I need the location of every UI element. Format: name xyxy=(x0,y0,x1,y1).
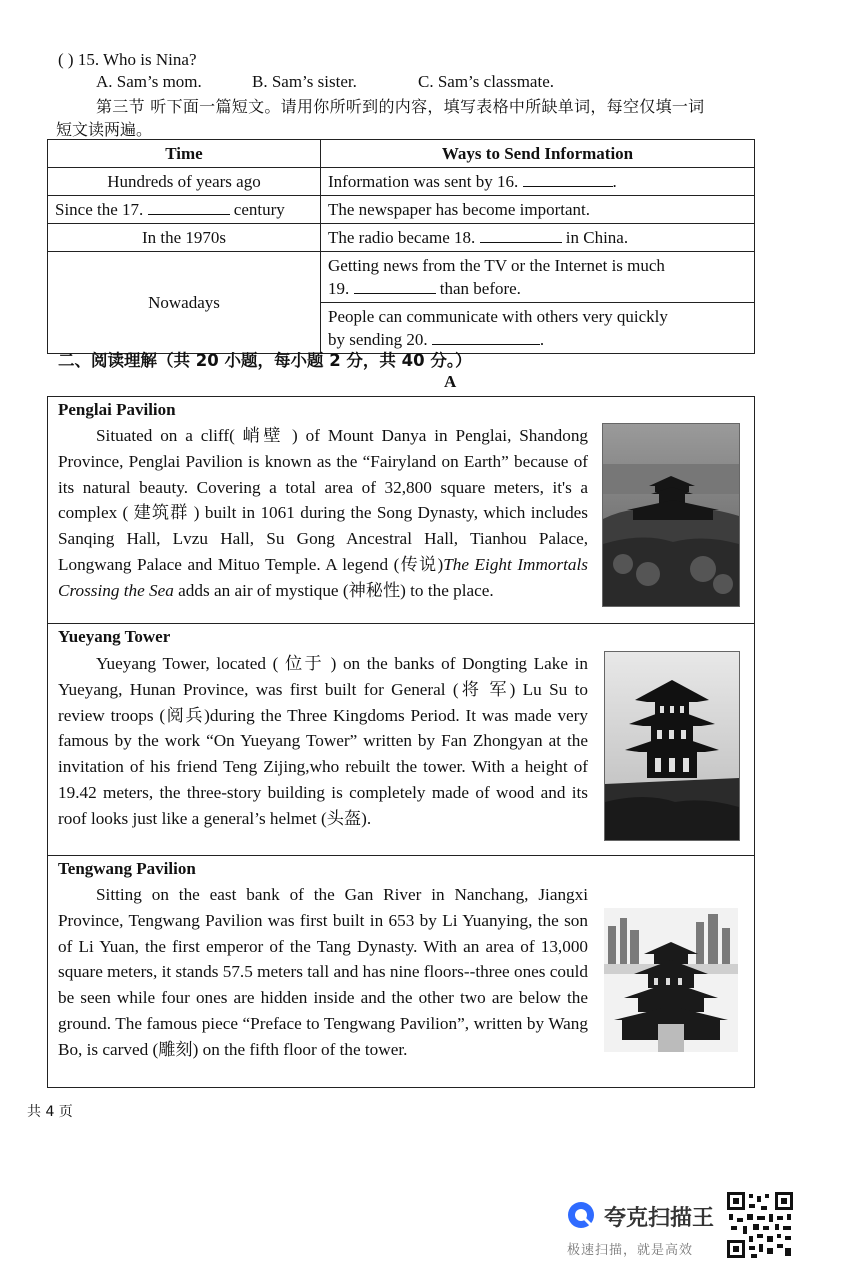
way-text: Information was sent by 16. xyxy=(328,172,519,191)
reading-passages-box xyxy=(47,396,755,1088)
time-text: Since the 17. xyxy=(55,200,144,219)
text-line: adds an air of mystique (神秘性) to the place. xyxy=(173,580,494,600)
passage-title: Yueyang Tower xyxy=(58,627,171,646)
passage-body xyxy=(58,423,588,604)
passage-yueyang xyxy=(48,624,754,856)
legend-title-cont: the Sea xyxy=(123,580,174,600)
time-cell: In the 1970s xyxy=(48,224,321,252)
way-cell xyxy=(321,303,755,354)
table-header-row xyxy=(48,140,755,168)
table-row xyxy=(48,196,755,224)
answer-blank-16[interactable] xyxy=(523,171,613,187)
text-line: Yueyang Tower, located ( 位于 ) on the banks of Dongting xyxy=(96,654,528,673)
text-line: 32,800 square meters, it's a complex ( 建筑群 ) built in 1061 xyxy=(58,477,588,523)
section3-instruction-cont: 短文读两遍。 xyxy=(56,120,153,139)
table-row xyxy=(48,224,755,252)
yueyang-tower-photo xyxy=(604,651,740,841)
text-line: during the Song Dynasty, which includes Sanqing Hall, Lvzu xyxy=(58,503,589,549)
text-line: Hall, Su Gong Ancestral Hall, Tianhou Palace, Longwang Palace xyxy=(58,529,588,574)
time-cell: Nowadays xyxy=(48,252,321,354)
table-header-time: Time xyxy=(48,140,321,168)
way-text-end: . xyxy=(612,172,617,191)
text-line: 军) Lu Su to review troops (阅兵)during the Three Kingdoms xyxy=(58,679,589,725)
question-15-option-b: B. Sam’s sister. xyxy=(252,72,357,91)
text-line: Lake in Yueyang, Hunan Province, was first built for General (将 xyxy=(58,654,589,699)
way-text: by sending 20. xyxy=(328,330,428,349)
answer-blank-18[interactable] xyxy=(480,227,562,243)
answer-blank-20[interactable] xyxy=(432,329,540,345)
way-text: Getting news from the TV or the Internet is much xyxy=(328,256,665,275)
way-text-end: in China. xyxy=(565,228,629,247)
question-15-option-a: A. Sam’s mom. xyxy=(96,72,202,91)
way-text-end: . xyxy=(539,330,545,349)
text-line: Shandong Province, Penglai Pavilion is known as the “Fairyland xyxy=(58,426,588,471)
penglai-pavilion-photo xyxy=(602,423,740,607)
way-cell xyxy=(321,168,755,196)
passage-title: Penglai Pavilion xyxy=(58,400,176,419)
text-line: the three-story building is completely made of wood and its roof xyxy=(58,782,588,828)
question-15-option-c: C. Sam’s classmate. xyxy=(418,72,554,91)
text-line: Jiangxi Province, Tengwang Pavilion was first built in 653 by Li xyxy=(58,885,589,930)
text-line: looks just like a general’s helmet (头盔). xyxy=(90,808,372,828)
passage-body xyxy=(58,882,588,1063)
text-line: meters tall and has nine floors--three ones could be seen while xyxy=(58,962,588,1008)
question-15-stem: ( ) 15. Who is Nina? xyxy=(58,50,197,69)
qr-code-icon xyxy=(727,1192,793,1258)
way-cell xyxy=(321,224,755,252)
way-cell: The newspaper has become important. xyxy=(321,196,755,224)
page-count: 共 4 页 xyxy=(27,1104,73,1120)
text-line: ground. The famous piece “Preface to Tengwang Pavilion”, xyxy=(58,1013,470,1033)
brand-name: 夸克扫描王 xyxy=(604,1206,715,1231)
text-line: Yuanying, the son of Li Yuan, the first emperor of the Tang xyxy=(58,910,588,956)
text-line: written by Wang Bo, is carved (雕刻) on the fifth floor of the tower. xyxy=(58,1013,588,1059)
text-line: Sitting on the east bank of the Gan River in Nanchang, xyxy=(96,885,529,904)
text-line: and Mituo Temple. A legend (传说) xyxy=(187,554,444,574)
legend-title: The Eight Immortals Crossing xyxy=(58,554,588,600)
text-line: Period. It was made very famous by the work “On Yueyang xyxy=(58,705,588,751)
section3-instruction: 第三节 听下面一篇短文。请用你所听到的内容，填写表格中所缺单词，每空仅填一词 xyxy=(96,97,705,116)
passage-penglai xyxy=(48,397,754,624)
way-text: 19. xyxy=(328,279,350,298)
brand-slogan: 极速扫描，就是高效 xyxy=(567,1243,694,1258)
text-line: Dynasty. With an area of 13,000 square meters, it stands 57.5 xyxy=(58,936,589,982)
way-cell xyxy=(321,252,755,303)
time-cell xyxy=(48,196,321,224)
answer-blank-19[interactable] xyxy=(354,278,436,294)
text-line: Teng Zijing,who rebuilt the tower. With a height of 19.42 meters, xyxy=(58,757,589,802)
passage-body xyxy=(58,651,588,832)
text-line: Tower” written by Fan Zhongyan at the invitation of his friend xyxy=(58,731,588,777)
part2-heading: 二、阅读理解（共 20 小题，每小题 2 分，共 40 分。） xyxy=(58,351,472,370)
answer-blank-17[interactable] xyxy=(148,199,230,215)
table-header-ways: Ways to Send Information xyxy=(321,140,755,168)
text-line: Situated on a cliff( 峭壁 ) of Mount Danya in Penglai, xyxy=(96,426,512,445)
tengwang-pavilion-photo xyxy=(604,908,738,1052)
way-text: People can communicate with others very quickly xyxy=(328,307,668,326)
info-table xyxy=(47,139,755,354)
passage-letter: A xyxy=(444,372,457,391)
quark-logo-icon xyxy=(567,1201,595,1229)
way-text-end: than before. xyxy=(439,279,521,298)
table-row xyxy=(48,252,755,303)
text-line: four ones are hidden inside and the other two are below the xyxy=(161,988,588,1008)
table-row xyxy=(48,168,755,196)
time-cell: Hundreds of years ago xyxy=(48,168,321,196)
time-text-end: century xyxy=(233,200,285,219)
passage-title: Tengwang Pavilion xyxy=(58,859,196,878)
text-line: on Earth” because of its natural beauty. Covering a total area of xyxy=(58,451,589,497)
passage-tengwang xyxy=(48,856,754,1089)
way-text: The radio became 18. xyxy=(328,228,476,247)
